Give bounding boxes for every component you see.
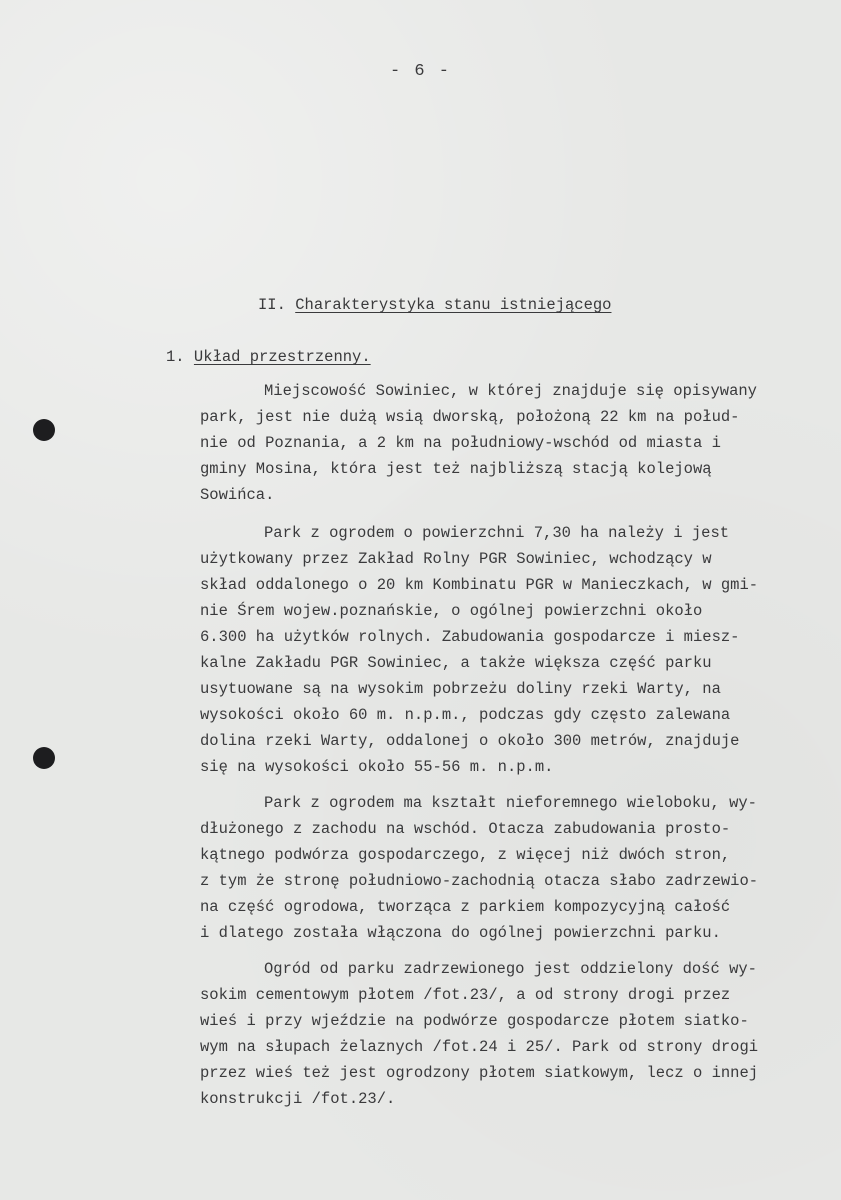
paragraph-line: nie Śrem wojew.poznańskie, o ogólnej powierzchni około xyxy=(200,602,703,620)
paragraph-4 xyxy=(200,956,830,1112)
subsection-number: 1. xyxy=(166,348,185,366)
section-number: II. xyxy=(258,296,286,314)
page-number: - 6 - xyxy=(389,62,451,81)
paragraph-line: sokim cementowym płotem /fot.23/, a od strony drogi przez xyxy=(200,986,731,1004)
subsection-title xyxy=(166,348,371,366)
paragraph-line: dłużonego z zachodu na wschód. Otacza zabudowania prosto- xyxy=(200,820,731,838)
subsection-title-text: Układ przestrzenny. xyxy=(193,348,371,366)
paragraph-2 xyxy=(200,520,830,780)
punch-hole xyxy=(33,747,55,769)
paragraph-line: park, jest nie dużą wsią dworską, położoną 22 km na połud- xyxy=(200,408,740,426)
paragraph-line: z tym że stronę południowo-zachodnią otacza słabo zadrzewio- xyxy=(200,872,759,890)
paragraph-line: skład oddalonego o 20 km Kombinatu PGR w Manieczkach, w gmi- xyxy=(200,576,759,594)
paragraph-3 xyxy=(200,790,830,946)
paragraph-line: 6.300 ha użytków rolnych. Zabudowania gospodarcze i miesz- xyxy=(200,628,740,646)
paragraph-line: kątnego podwórza gospodarczego, z więcej niż dwóch stron, xyxy=(200,846,731,864)
paragraph-line: Miejscowość Sowiniec, w której znajduje się opisywany xyxy=(264,382,757,400)
punch-hole xyxy=(33,419,55,441)
paragraph-line: na część ogrodowa, tworząca z parkiem kompozycyjną całość xyxy=(200,898,731,916)
paragraph-line: wym na słupach żelaznych /fot.24 i 25/. Park od strony drogi xyxy=(200,1038,759,1056)
paragraph-line: Park z ogrodem o powierzchni 7,30 ha należy i jest xyxy=(264,524,730,542)
paragraph-line: Sowińca. xyxy=(200,486,275,504)
paragraph-line: Ogród od parku zadrzewionego jest oddzielony dość wy- xyxy=(264,960,757,978)
paragraph-line: Park z ogrodem ma kształt nieforemnego wieloboku, wy- xyxy=(264,794,757,812)
paragraph-line: wysokości około 60 m. n.p.m., podczas gdy często zalewana xyxy=(200,706,731,724)
paragraph-line: i dlatego została włączona do ogólnej powierzchni parku. xyxy=(200,924,721,942)
section-title-text: Charakterystyka stanu istniejącego xyxy=(295,296,612,314)
paragraph-1 xyxy=(200,378,830,508)
paragraph-line: nie od Poznania, a 2 km na południowy-wschód od miasta i xyxy=(200,434,721,452)
paragraph-line: usytuowane są na wysokim pobrzeżu doliny rzeki Warty, na xyxy=(200,680,721,698)
paragraph-line: się na wysokości około 55-56 m. n.p.m. xyxy=(200,758,554,776)
paragraph-line: dolina rzeki Warty, oddalonej o około 300 metrów, znajduje xyxy=(200,732,740,750)
paragraph-line: wieś i przy wjeździe na podwórze gospodarcze płotem siatko- xyxy=(200,1012,749,1030)
paragraph-line: gminy Mosina, która jest też najbliższą stacją kolejową xyxy=(200,460,712,478)
paragraph-line: użytkowany przez Zakład Rolny PGR Sowiniec, wchodzący w xyxy=(200,550,712,568)
paragraph-line: kalne Zakładu PGR Sowiniec, a także większa część parku xyxy=(200,654,712,672)
paragraph-line: przez wieś też jest ogrodzony płotem siatkowym, lecz o innej xyxy=(200,1064,759,1082)
paragraph-line: konstrukcji /fot.23/. xyxy=(200,1090,396,1108)
section-title xyxy=(258,296,611,314)
